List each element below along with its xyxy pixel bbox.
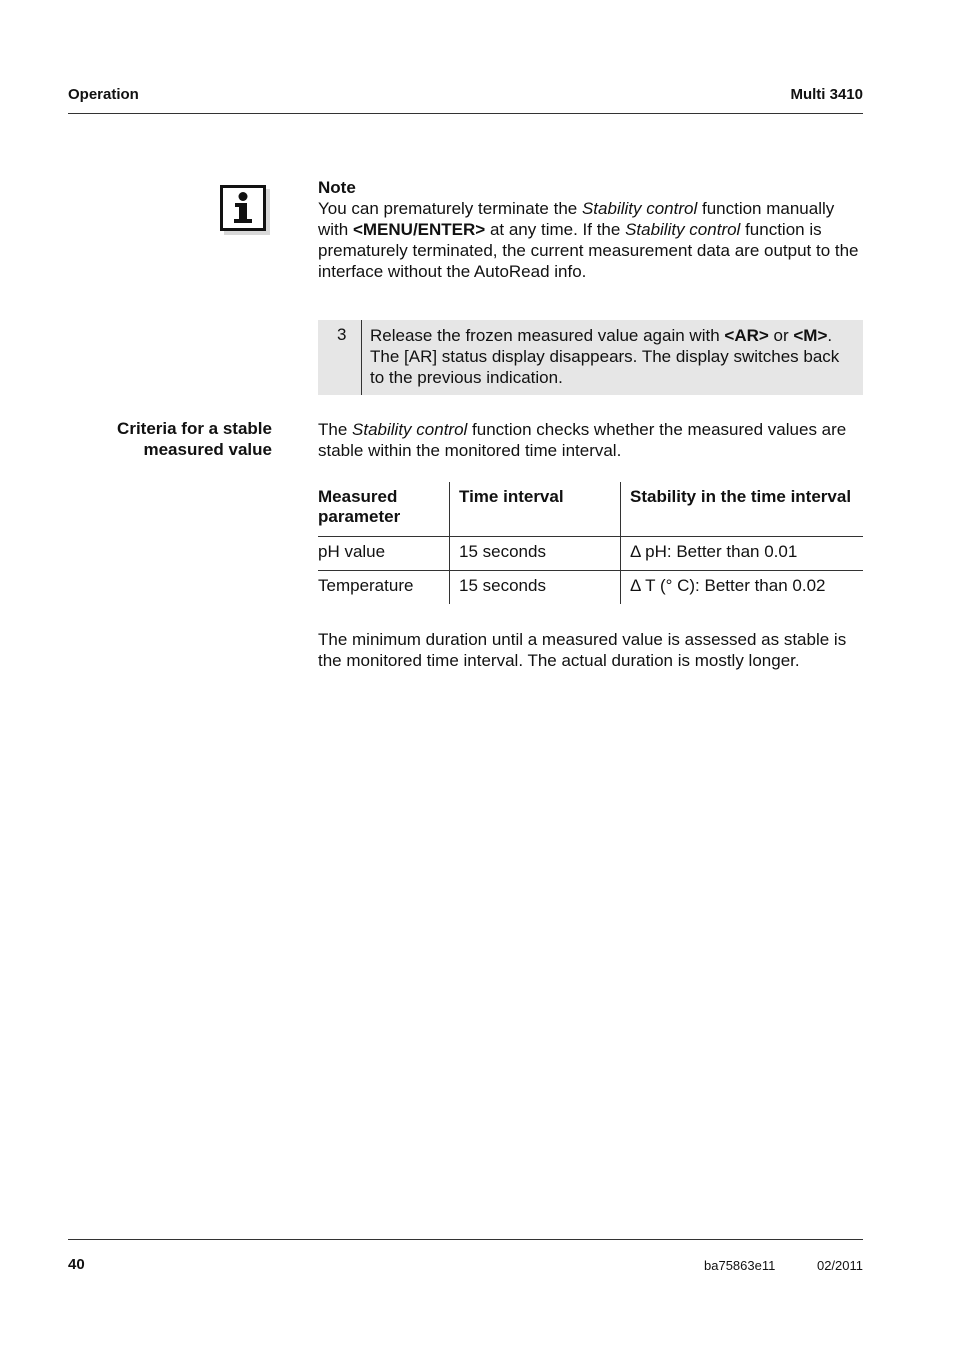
table-header-row [318, 482, 863, 537]
info-icon [220, 185, 266, 231]
criteria-outro: The minimum duration until a measured value is assessed as stable is the monitored time interval. The actual duration is mostly longer. [318, 630, 847, 670]
criteria-heading: Criteria for a stable measured value [117, 419, 272, 459]
footer-rule [68, 1239, 863, 1240]
header-rule [68, 113, 863, 114]
doc-date: 02/2011 [816, 1258, 863, 1273]
table-cell: 15 seconds [450, 571, 621, 605]
header-section: Operation [68, 86, 139, 103]
table-row [318, 571, 863, 605]
table-cell: 15 seconds [450, 537, 621, 571]
header-product: Multi 3410 [790, 86, 863, 103]
table-header-cell: Stability in the time interval [621, 482, 864, 537]
table-cell: Δ pH: Better than 0.01 [621, 537, 864, 571]
table-row [318, 537, 863, 571]
table-header-cell: Measured parameter [318, 482, 450, 537]
table-cell: Temperature [318, 571, 450, 605]
note-title: Note [318, 178, 356, 197]
step-number: 3 [337, 325, 347, 344]
doc-id: ba75863e11 [704, 1258, 776, 1273]
criteria-intro: The Stability control function checks whether the measured values are stable within the monitored time interval. [318, 420, 847, 460]
note-text: You can prematurely terminate the Stability control function manually with <MENU/ENTER> at any time. If the Stability control function is prematurely terminated, the current measurement data are output to the interface without the AutoRead info. [318, 199, 859, 281]
page-number: 40 [68, 1256, 85, 1273]
step-text: Release the frozen measured value again with <AR> or <M>. The [AR] status display disappears. The display switches back to the previous indication. [370, 326, 840, 387]
criteria-table [318, 482, 863, 604]
step-divider [361, 320, 362, 395]
table-cell: Δ T (° C): Better than 0.02 [630, 576, 826, 595]
table-header-cell: Time interval [450, 482, 621, 537]
table-cell: pH value [318, 537, 450, 571]
